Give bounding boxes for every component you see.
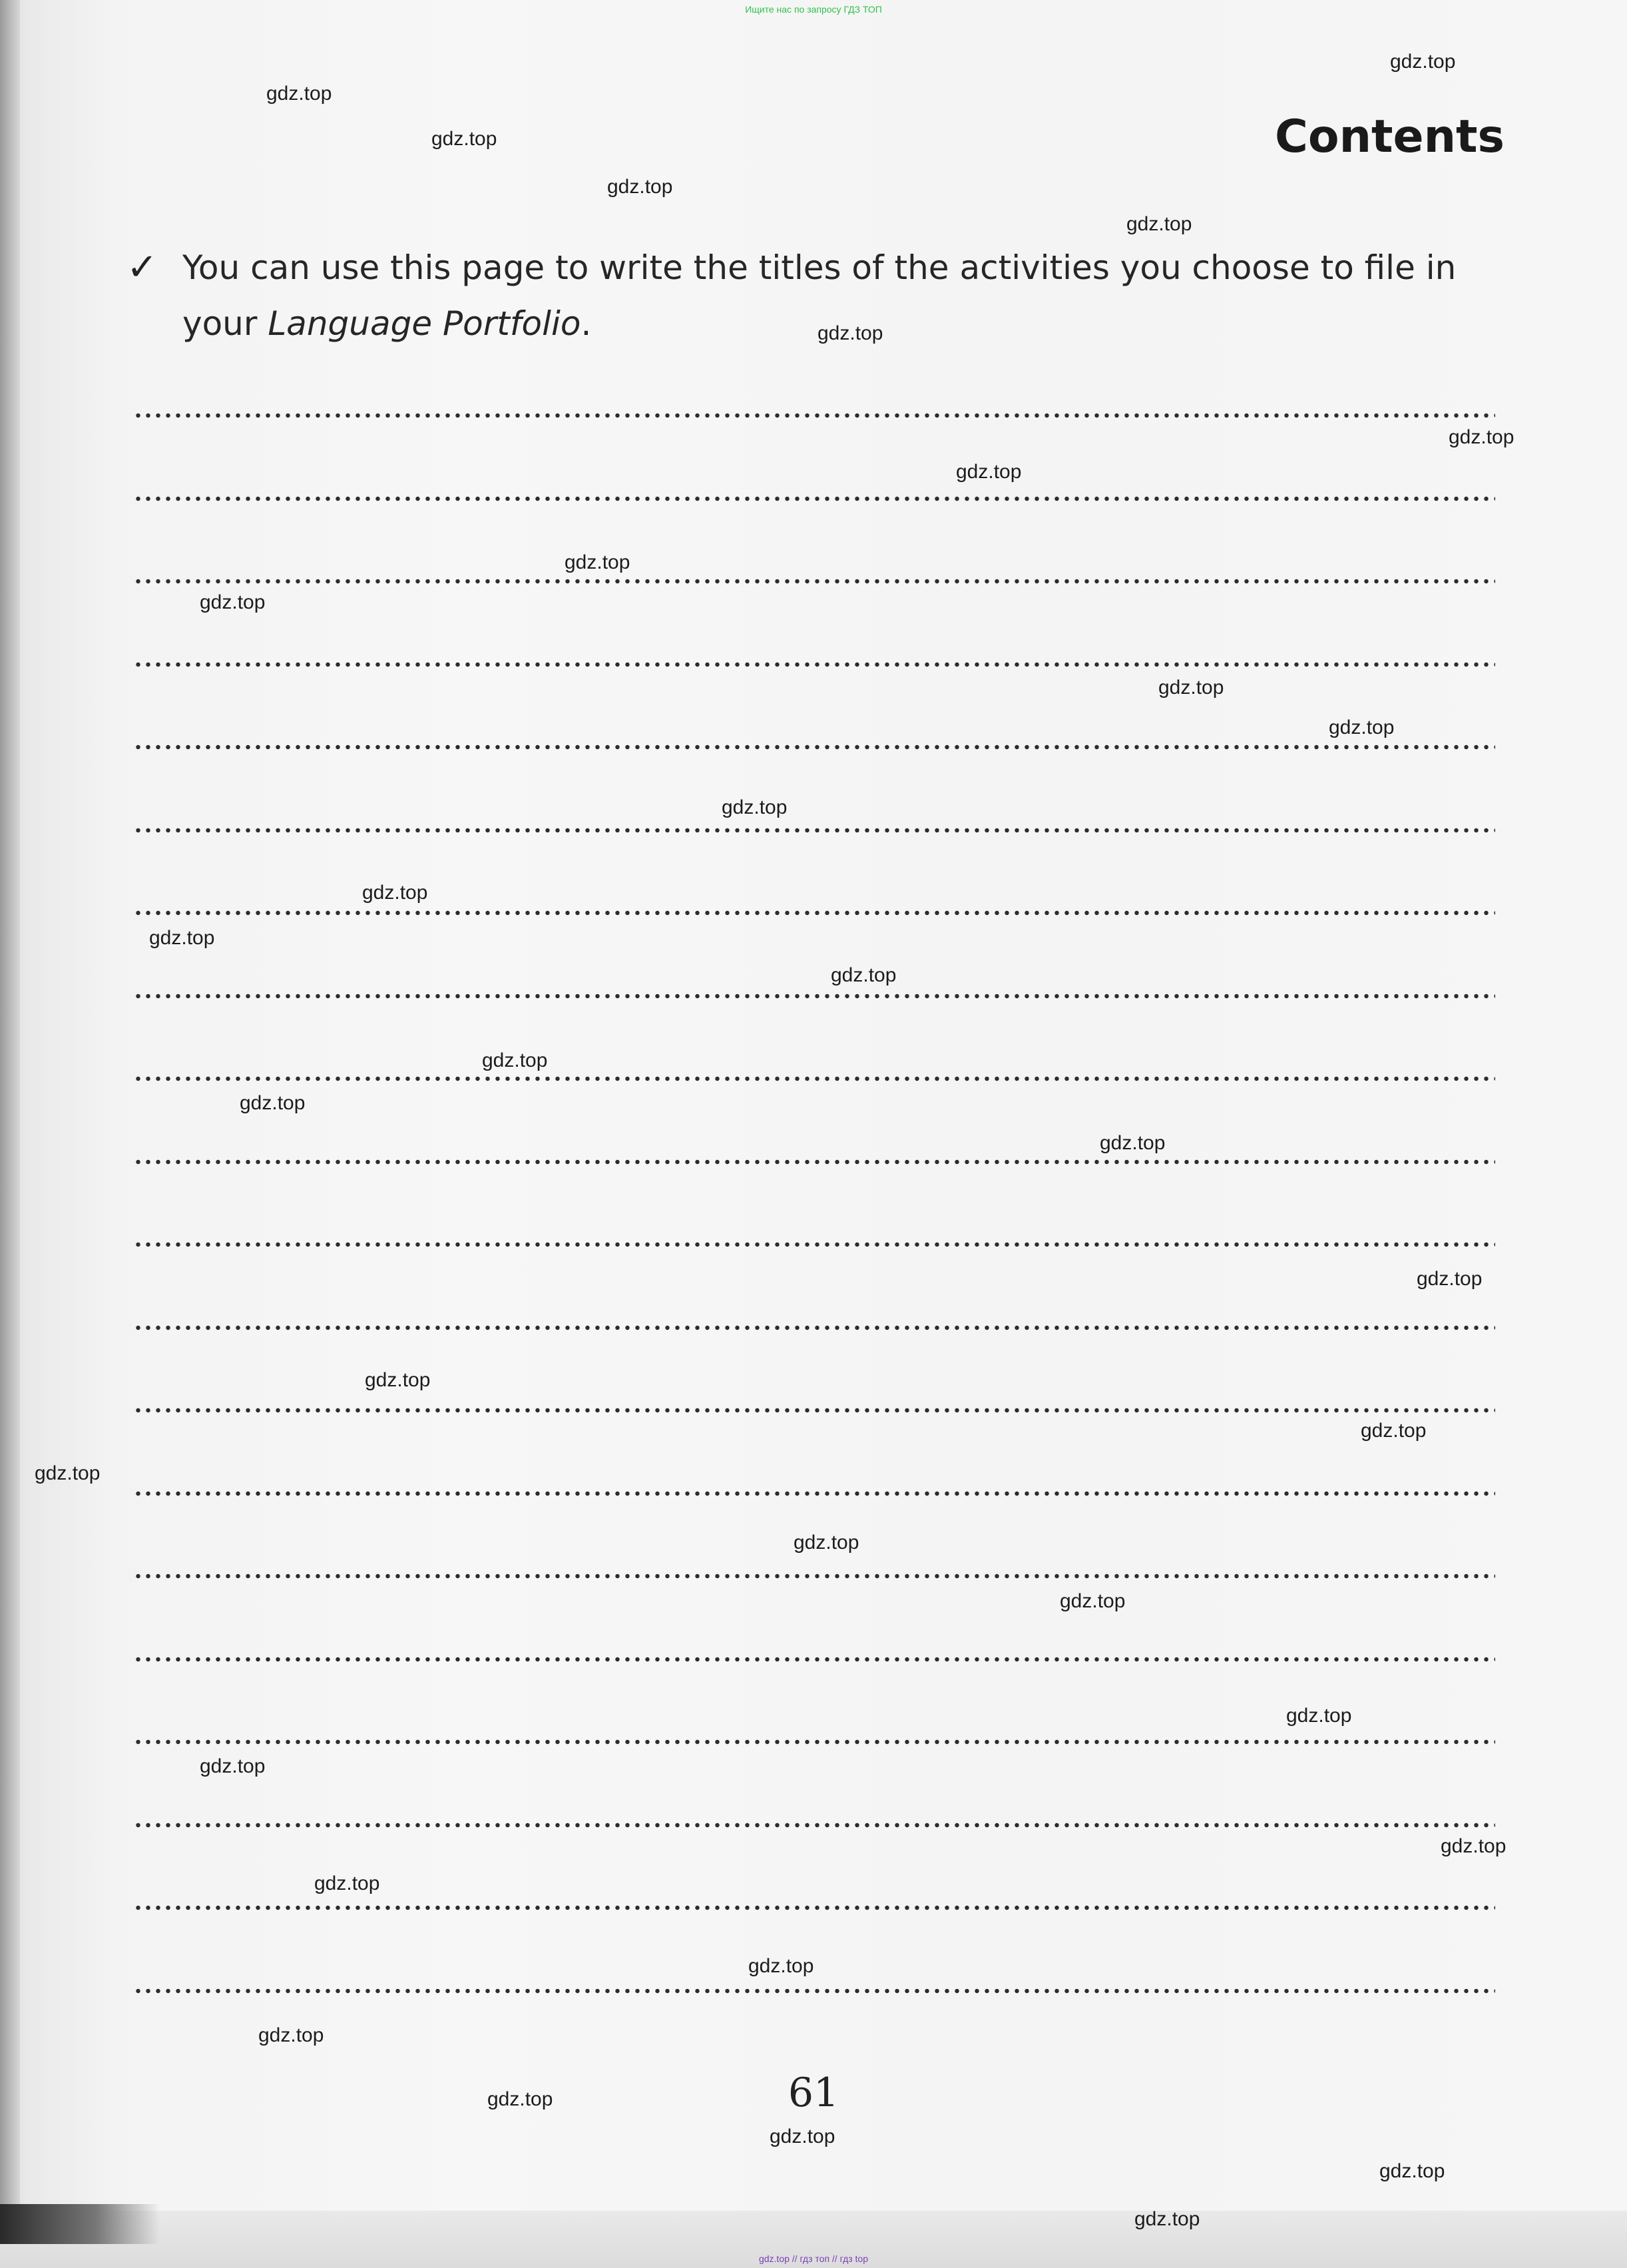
watermark: gdz.top xyxy=(1100,1132,1166,1154)
watermark: gdz.top xyxy=(314,1872,380,1894)
watermark: gdz.top xyxy=(1134,2208,1200,2230)
writing-line xyxy=(133,579,1495,584)
writing-line xyxy=(133,1739,1495,1745)
writing-line xyxy=(133,1823,1495,1828)
watermark: gdz.top xyxy=(1361,1420,1427,1442)
watermark: gdz.top xyxy=(266,83,332,105)
watermark: gdz.top xyxy=(1449,426,1514,448)
watermark: gdz.top xyxy=(149,927,215,949)
footer-banner[interactable]: gdz.top // гдз топ // гдз top xyxy=(758,2253,869,2264)
writing-line xyxy=(133,993,1495,999)
watermark: gdz.top xyxy=(1060,1590,1126,1612)
writing-line xyxy=(133,496,1495,501)
writing-line xyxy=(133,910,1495,916)
watermark: gdz.top xyxy=(1441,1835,1507,1857)
watermark: gdz.top xyxy=(831,964,897,986)
watermark: gdz.top xyxy=(1286,1705,1352,1727)
watermark: gdz.top xyxy=(956,461,1022,483)
watermark: gdz.top xyxy=(365,1369,431,1391)
writing-line xyxy=(133,1905,1495,1910)
instruction-text-part2: . xyxy=(581,304,592,343)
writing-line xyxy=(133,1159,1495,1165)
writing-line xyxy=(133,662,1495,667)
writing-line xyxy=(133,744,1495,750)
writing-line xyxy=(133,828,1495,833)
watermark: gdz.top xyxy=(1329,716,1395,738)
writing-line xyxy=(133,1076,1495,1081)
watermark: gdz.top xyxy=(770,2126,835,2147)
watermark: gdz.top xyxy=(1390,51,1456,73)
book-spine-shadow xyxy=(0,0,20,2268)
watermark: gdz.top xyxy=(35,1462,101,1484)
watermark: gdz.top xyxy=(487,2088,553,2110)
watermark: gdz.top xyxy=(794,1532,859,1554)
watermark: gdz.top xyxy=(240,1092,306,1114)
checkmark-icon: ✓ xyxy=(126,246,158,289)
watermark: gdz.top xyxy=(565,551,630,573)
bottom-corner-shadow xyxy=(0,2204,160,2244)
watermark: gdz.top xyxy=(482,1049,548,1071)
watermark: gdz.top xyxy=(722,796,788,818)
watermark: gdz.top xyxy=(200,1755,266,1777)
writing-line xyxy=(133,1573,1495,1579)
writing-line xyxy=(133,1408,1495,1413)
watermark: gdz.top xyxy=(1126,213,1192,235)
writing-line xyxy=(133,1491,1495,1496)
writing-line xyxy=(133,1988,1495,1994)
instruction-text-part1: You can use this page to write the titles of the activities you choose to file in your xyxy=(182,248,1457,343)
page-number: 61 xyxy=(788,2070,839,2116)
instruction-text-italic: Language Portfolio xyxy=(268,304,581,343)
page-title: Contents xyxy=(1274,111,1505,163)
watermark: gdz.top xyxy=(200,591,266,613)
writing-line xyxy=(133,1242,1495,1247)
watermark: gdz.top xyxy=(1417,1268,1483,1290)
watermark: gdz.top xyxy=(817,322,883,344)
header-banner[interactable]: Ищите нас по запросу ГДЗ ТОП xyxy=(745,4,882,15)
instruction xyxy=(126,240,1491,352)
watermark: gdz.top xyxy=(258,2024,324,2046)
watermark: gdz.top xyxy=(607,176,673,198)
watermark: gdz.top xyxy=(362,882,428,904)
writing-line xyxy=(133,1657,1495,1662)
watermark: gdz.top xyxy=(1158,677,1224,699)
watermark: gdz.top xyxy=(748,1955,814,1977)
watermark: gdz.top xyxy=(1379,2160,1445,2182)
watermark: gdz.top xyxy=(431,128,497,150)
writing-line xyxy=(133,413,1495,418)
writing-line xyxy=(133,1325,1495,1330)
